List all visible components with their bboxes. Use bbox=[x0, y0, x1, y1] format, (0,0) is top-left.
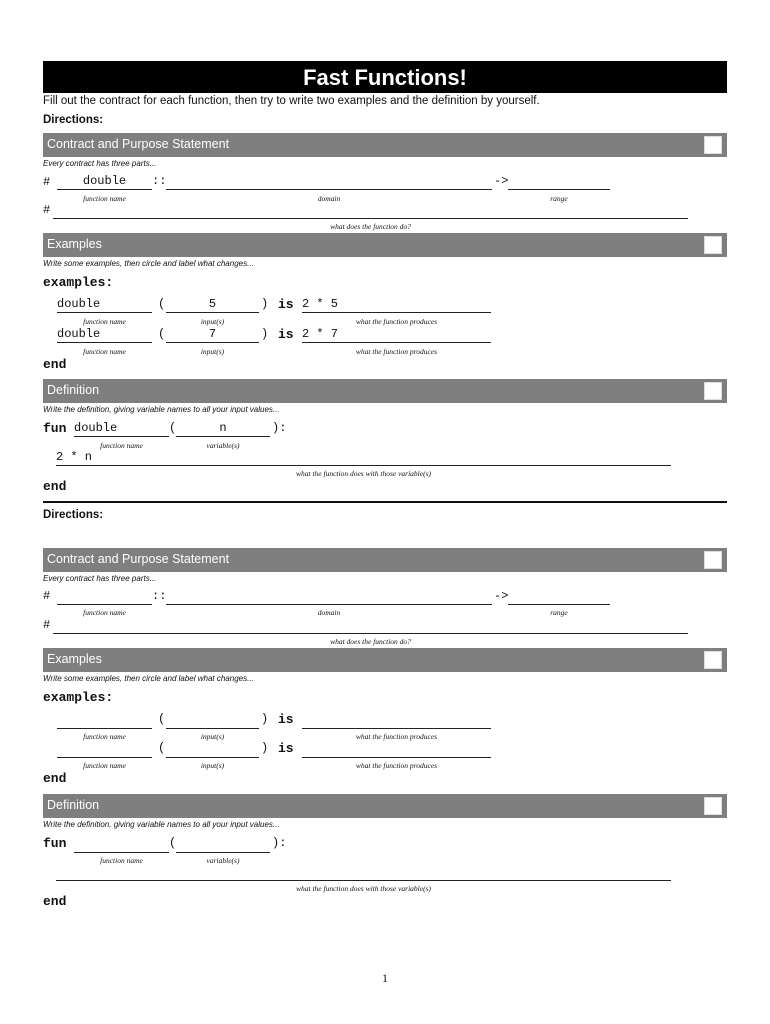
examples-checkbox[interactable] bbox=[704, 236, 722, 254]
caption-range: range bbox=[550, 194, 568, 203]
caption-function-name: function name bbox=[83, 194, 126, 203]
example1-result-line bbox=[302, 728, 491, 729]
example2-open-paren: ( bbox=[158, 327, 166, 341]
definition-checkbox[interactable] bbox=[704, 797, 722, 815]
definition-name-line bbox=[74, 852, 169, 853]
contract-arrow: -> bbox=[494, 174, 509, 188]
page-number: 1 bbox=[382, 971, 388, 985]
example2-close-paren: ) bbox=[261, 327, 269, 341]
example2-name[interactable]: double bbox=[57, 327, 101, 341]
intro-text: Fill out the contract for each function, then try to write two examples and the definition by yourself. bbox=[43, 95, 540, 107]
definition-end: end bbox=[43, 479, 67, 494]
caption-body: what the function does with those variable(s) bbox=[296, 884, 431, 893]
definition-header-label: Definition bbox=[47, 383, 100, 397]
examples-keyword: examples: bbox=[43, 690, 114, 705]
definition-section-header bbox=[43, 794, 727, 818]
example1-close-paren: ) bbox=[261, 712, 269, 726]
block-divider bbox=[43, 501, 727, 503]
caption-function-name: function name bbox=[83, 347, 126, 356]
caption-domain: domain bbox=[317, 608, 341, 617]
definition-section-header bbox=[43, 379, 727, 403]
contract-hash: # bbox=[43, 175, 51, 189]
contract-hash: # bbox=[43, 589, 51, 603]
purpose-field[interactable] bbox=[53, 203, 688, 217]
example2-input-line bbox=[166, 757, 259, 758]
double-colon: :: bbox=[152, 589, 167, 603]
contract-header-label: Contract and Purpose Statement bbox=[47, 552, 230, 566]
examples-section-header bbox=[43, 233, 727, 257]
contract-section-header bbox=[43, 548, 727, 572]
definition-end: end bbox=[43, 894, 67, 909]
contract-domain-field[interactable] bbox=[166, 589, 492, 603]
purpose-line bbox=[53, 633, 688, 634]
contract-note: Every contract has three parts... bbox=[43, 159, 157, 168]
page-title: Fast Functions! bbox=[43, 61, 727, 93]
caption-inputs: input(s) bbox=[200, 761, 225, 770]
example2-input-line bbox=[166, 342, 259, 343]
caption-produces: what the function produces bbox=[355, 347, 438, 356]
example2-name-line bbox=[57, 757, 152, 758]
contract-range-line bbox=[508, 604, 610, 605]
directions-label: Directions: bbox=[43, 114, 104, 126]
contract-name-field[interactable]: double bbox=[82, 174, 127, 188]
example2-result[interactable]: 2 * 7 bbox=[302, 327, 339, 341]
caption-function-name: function name bbox=[83, 608, 126, 617]
examples-checkbox[interactable] bbox=[704, 651, 722, 669]
definition-close-paren: ): bbox=[272, 836, 287, 850]
contract-name-field[interactable] bbox=[57, 589, 152, 603]
example1-open-paren: ( bbox=[158, 297, 166, 311]
example1-input[interactable]: 5 bbox=[208, 297, 217, 311]
example2-result-line bbox=[302, 342, 491, 343]
example2-close-paren: ) bbox=[261, 741, 269, 755]
examples-header-label: Examples bbox=[47, 652, 102, 666]
caption-function-name: function name bbox=[83, 317, 126, 326]
caption-produces: what the function produces bbox=[355, 732, 438, 741]
definition-checkbox[interactable] bbox=[704, 382, 722, 400]
example1-close-paren: ) bbox=[261, 297, 269, 311]
caption-body: what the function does with those variable(s) bbox=[296, 469, 431, 478]
definition-note: Write the definition, giving variable names to all your input values... bbox=[43, 405, 280, 414]
example2-open-paren: ( bbox=[158, 741, 166, 755]
definition-variables-line bbox=[176, 852, 270, 853]
examples-end: end bbox=[43, 771, 67, 786]
caption-inputs: input(s) bbox=[200, 732, 225, 741]
definition-note: Write the definition, giving variable names to all your input values... bbox=[43, 820, 280, 829]
examples-note: Write some examples, then circle and label what changes... bbox=[43, 674, 254, 683]
purpose-hash: # bbox=[43, 618, 51, 632]
contract-range-field[interactable] bbox=[508, 174, 610, 188]
examples-end: end bbox=[43, 357, 67, 372]
example1-result[interactable]: 2 * 5 bbox=[302, 297, 339, 311]
contract-range-line bbox=[508, 189, 610, 190]
definition-body[interactable] bbox=[56, 865, 671, 879]
purpose-field[interactable] bbox=[53, 618, 688, 632]
examples-header-label: Examples bbox=[47, 237, 102, 251]
contract-name-line bbox=[57, 189, 152, 190]
contract-domain-field[interactable] bbox=[166, 174, 492, 188]
contract-domain-line bbox=[166, 604, 492, 605]
contract-domain-line bbox=[166, 189, 492, 190]
example2-is: is bbox=[278, 327, 294, 342]
caption-purpose: what does the function do? bbox=[330, 637, 411, 646]
example1-input[interactable] bbox=[166, 713, 259, 727]
contract-name-line bbox=[57, 604, 152, 605]
definition-variables[interactable]: n bbox=[219, 421, 227, 435]
examples-keyword: examples: bbox=[43, 275, 114, 290]
definition-variables-line bbox=[176, 436, 270, 437]
definition-name-line bbox=[74, 436, 169, 437]
example1-input-line bbox=[166, 728, 259, 729]
contract-note: Every contract has three parts... bbox=[43, 574, 157, 583]
contract-section-header bbox=[43, 133, 727, 157]
example1-name[interactable] bbox=[57, 713, 152, 727]
definition-variables[interactable] bbox=[176, 837, 270, 851]
caption-variables: variable(s) bbox=[206, 856, 240, 865]
example2-name-line bbox=[57, 342, 152, 343]
caption-variables: variable(s) bbox=[206, 441, 240, 450]
definition-name[interactable]: double bbox=[74, 421, 118, 435]
purpose-line bbox=[53, 218, 688, 219]
example1-is: is bbox=[278, 297, 294, 312]
example1-open-paren: ( bbox=[158, 712, 166, 726]
example2-input[interactable] bbox=[166, 742, 259, 756]
contract-arrow: -> bbox=[494, 589, 509, 603]
caption-purpose: what does the function do? bbox=[330, 222, 411, 231]
caption-inputs: input(s) bbox=[200, 317, 225, 326]
caption-range: range bbox=[550, 608, 568, 617]
definition-close-paren: ): bbox=[272, 421, 287, 435]
examples-note: Write some examples, then circle and label what changes... bbox=[43, 259, 254, 268]
example1-name-line bbox=[57, 312, 152, 313]
contract-checkbox[interactable] bbox=[704, 551, 722, 569]
caption-function-name: function name bbox=[83, 732, 126, 741]
caption-domain: domain bbox=[317, 194, 341, 203]
double-colon: :: bbox=[152, 174, 167, 188]
definition-body[interactable]: 2 * n bbox=[56, 450, 93, 464]
example2-result[interactable] bbox=[302, 742, 491, 756]
example2-name[interactable] bbox=[57, 742, 152, 756]
definition-open-paren: ( bbox=[169, 836, 177, 850]
examples-section-header bbox=[43, 648, 727, 672]
fun-keyword: fun bbox=[43, 836, 67, 851]
caption-produces: what the function produces bbox=[355, 761, 438, 770]
example1-result-line bbox=[302, 312, 491, 313]
example2-is: is bbox=[278, 741, 294, 756]
definition-header-label: Definition bbox=[47, 798, 100, 812]
definition-body-line bbox=[56, 880, 671, 881]
definition-open-paren: ( bbox=[169, 421, 177, 435]
example1-input-line bbox=[166, 312, 259, 313]
caption-inputs: input(s) bbox=[200, 347, 225, 356]
fun-keyword: fun bbox=[43, 421, 67, 436]
example1-name[interactable]: double bbox=[57, 297, 101, 311]
purpose-hash: # bbox=[43, 203, 51, 217]
caption-produces: what the function produces bbox=[355, 317, 438, 326]
caption-function-name: function name bbox=[100, 441, 143, 450]
caption-function-name: function name bbox=[83, 761, 126, 770]
contract-header-label: Contract and Purpose Statement bbox=[47, 137, 230, 151]
contract-checkbox[interactable] bbox=[704, 136, 722, 154]
definition-body-line bbox=[56, 465, 671, 466]
example1-result[interactable] bbox=[302, 713, 491, 727]
definition-name[interactable] bbox=[74, 837, 169, 851]
caption-function-name: function name bbox=[100, 856, 143, 865]
example1-name-line bbox=[57, 728, 152, 729]
example2-input[interactable]: 7 bbox=[208, 327, 217, 341]
example1-is: is bbox=[278, 712, 294, 727]
example2-result-line bbox=[302, 757, 491, 758]
contract-range-field[interactable] bbox=[508, 589, 610, 603]
directions-label: Directions: bbox=[43, 509, 104, 521]
